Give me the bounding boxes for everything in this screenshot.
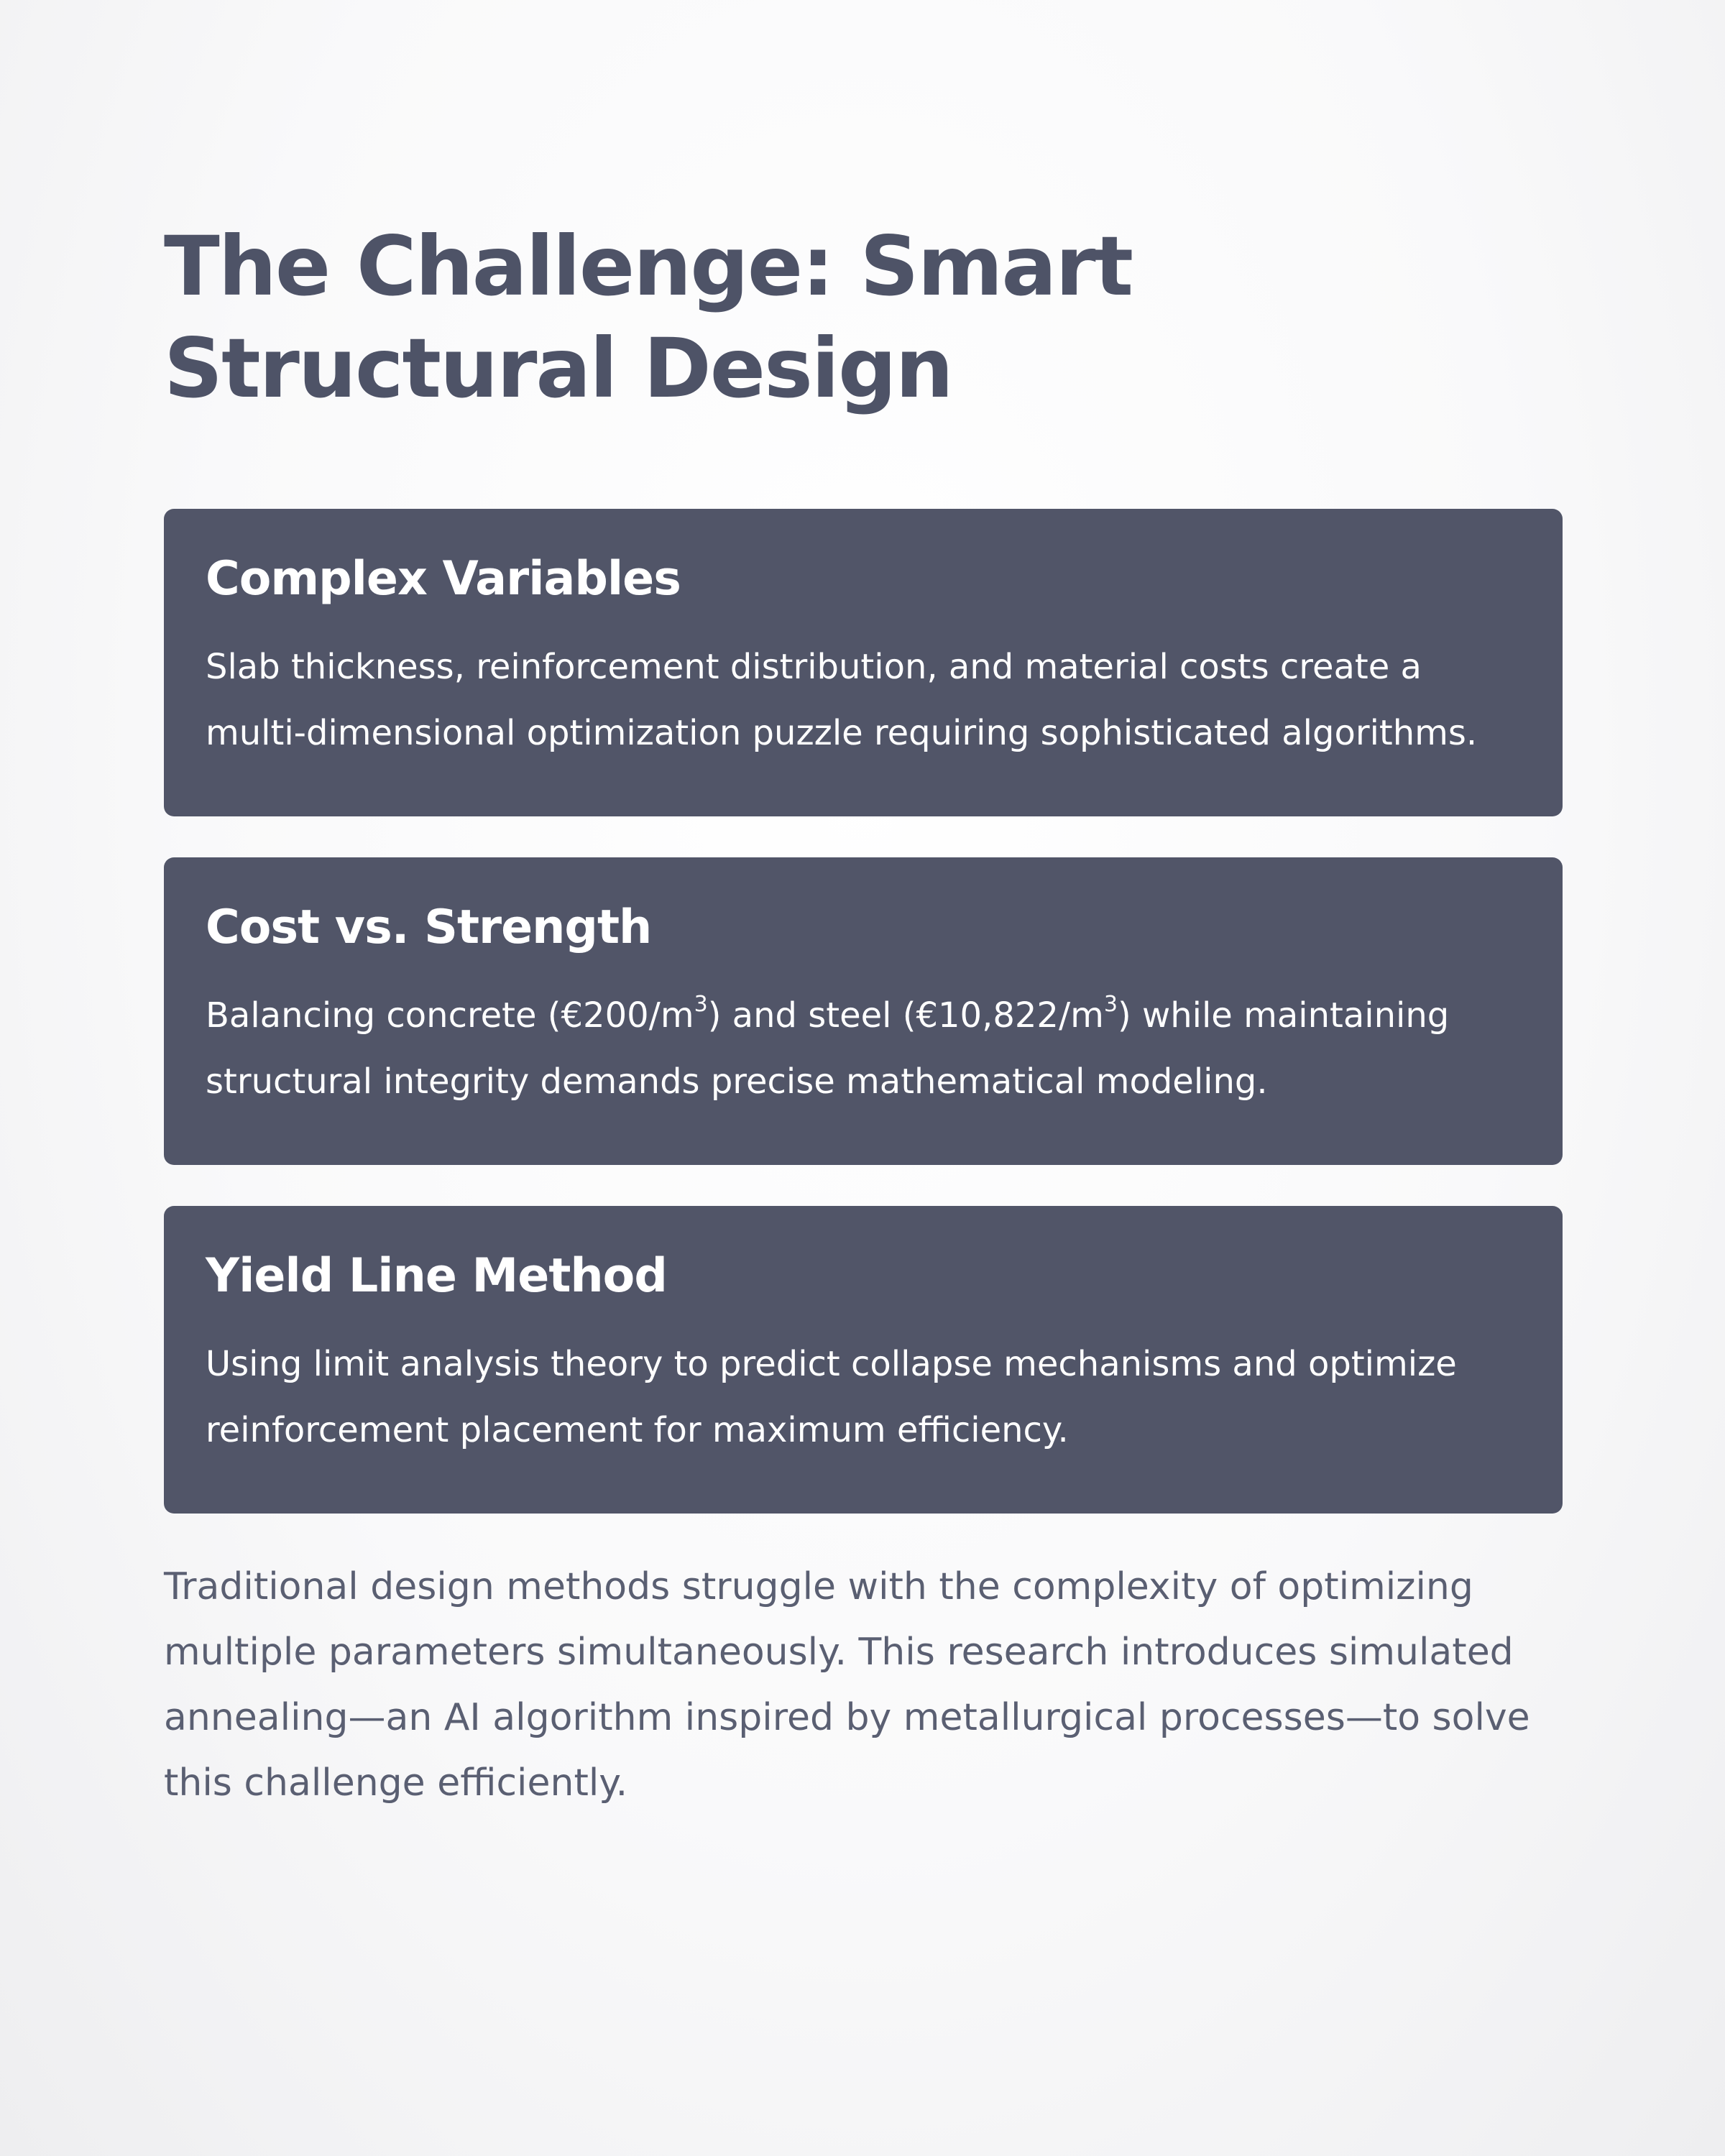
card-yield-line-method — [164, 1206, 1563, 1514]
content-column — [164, 216, 1563, 1816]
page-title: The Challenge: Smart Structural Design — [164, 218, 1133, 416]
card-title: Yield Line Method — [206, 1249, 667, 1303]
card-text-segment: ) while maintaining structural integrity demands precise mathematical modeling. — [206, 995, 1450, 1102]
card-title: Complex Variables — [206, 552, 681, 606]
card-title: Cost vs. Strength — [206, 900, 652, 954]
card-text-segment: Balancing concrete (€200/m — [206, 995, 694, 1036]
summary-paragraph: Traditional design methods struggle with the complexity of optimizing multiple parameters simultaneously. This research introduces simulated annealing—an AI algorithm inspired by metallurgical processes—to solve this challenge efficiently. — [164, 1565, 1530, 1805]
card-complex-variables — [164, 509, 1563, 816]
card-description — [206, 982, 1519, 1115]
superscript: 3 — [1103, 992, 1118, 1017]
card-cost-vs-strength — [164, 857, 1563, 1165]
card-text-segment: ) and steel (€10,822/m — [707, 995, 1104, 1036]
superscript: 3 — [694, 992, 708, 1017]
card-description: Using limit analysis theory to predict collapse mechanisms and optimize reinforcement placement for maximum efficiency. — [206, 1344, 1457, 1450]
challenge-cards — [164, 509, 1563, 1514]
card-description: Slab thickness, reinforcement distribution, and material costs create a multi-dimensional optimization puzzle requiring sophisticated algorithms. — [206, 647, 1478, 753]
